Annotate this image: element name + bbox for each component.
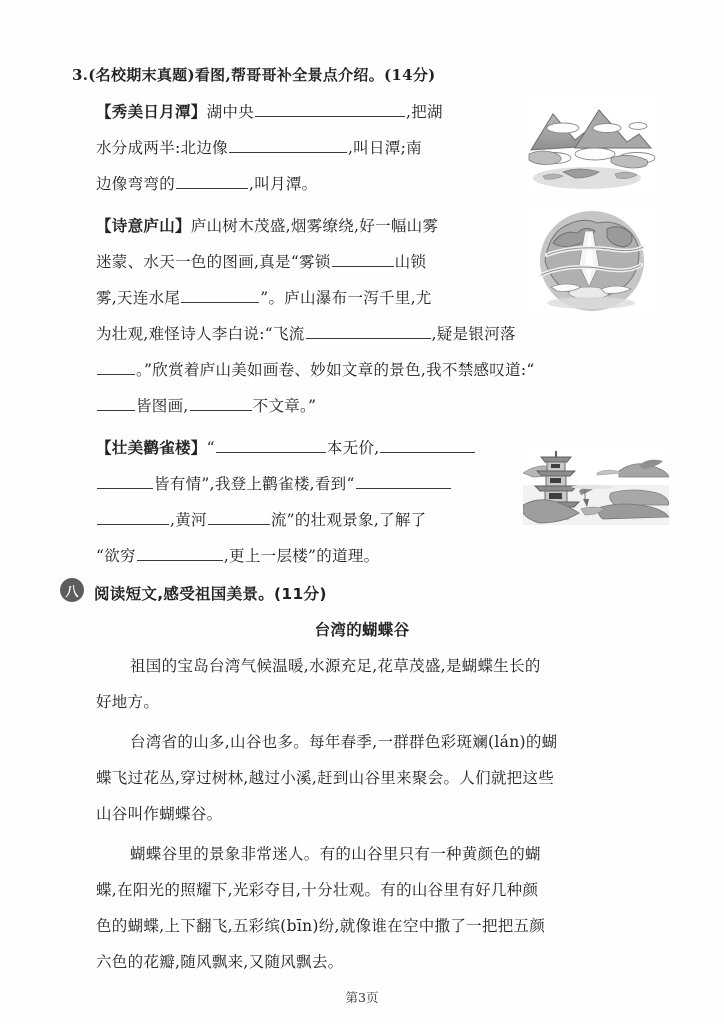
part-label-sun-moon-lake: 【秀美日月潭】 [96, 102, 207, 121]
passage-p2-line-1: 台湾省的山多,山谷也多。每年春季,一群群色彩斑斓(lán)的蝴 [130, 733, 558, 751]
answer-blank[interactable] [97, 473, 153, 489]
text-segment: 迷蒙、水天一色的图画,真是“雾锁 [96, 253, 331, 271]
part-stork-tower-line-3 [96, 508, 426, 530]
answer-blank[interactable] [229, 137, 347, 153]
answer-blank[interactable] [181, 287, 259, 303]
answer-blank[interactable] [216, 437, 326, 453]
question-3-number: 3. [72, 66, 89, 84]
text-segment: 不文章。” [252, 397, 317, 415]
part-lushan-line-4 [96, 322, 516, 344]
sun-moon-lake-illustration [523, 92, 661, 196]
article-title: 台湾的蝴蝶谷 [314, 621, 410, 639]
answer-blank[interactable] [97, 509, 169, 525]
part-label-stork-tower: 【壮美鹳雀楼】 [96, 438, 207, 457]
part-label-lushan: 【诗意庐山】 [96, 216, 191, 235]
text-segment: 山锁 [394, 253, 427, 271]
question-3-heading [72, 64, 436, 85]
text-segment: 皆有情”,我登上鹳雀楼,看到“ [154, 475, 355, 493]
part-stork-tower-line-1 [96, 436, 476, 458]
text-segment: 湖中央 [206, 103, 255, 121]
part-lushan-line-5 [96, 358, 535, 380]
text-segment: ,叫月潭。 [249, 175, 318, 193]
question-3-score: (14分) [384, 66, 436, 84]
page-footer: 第3页 [345, 990, 379, 1005]
answer-blank[interactable] [97, 359, 135, 375]
passage-p1-line-2: 好地方。 [96, 693, 160, 711]
passage-p1-line-1: 祖国的宝岛台湾气候温暖,水源充足,花草茂盛,是蝴蝶生长的 [130, 657, 541, 675]
text-segment: 皆图画, [136, 397, 189, 415]
question-8-score: (11分) [274, 585, 327, 603]
part-lushan-line-6 [96, 394, 316, 416]
text-segment: 雾,天连水尾 [96, 289, 181, 307]
part-stork-tower-line-4 [96, 544, 379, 566]
text-segment: 流”的壮观景象,了解了 [270, 511, 427, 529]
answer-blank[interactable] [208, 509, 270, 525]
answer-blank[interactable] [176, 173, 248, 189]
answer-blank[interactable] [97, 395, 135, 411]
question-8-prompt: 阅读短文,感受祖国美景。 [94, 585, 274, 603]
question-8-heading [94, 582, 327, 604]
question-3-prompt: 看图,帮哥哥补全景点介绍。 [194, 66, 384, 84]
part-sun-moon-lake-line-3 [96, 172, 317, 194]
text-segment: ,叫日潭;南 [347, 139, 422, 157]
text-segment: ,更上一层楼”的道理。 [223, 547, 380, 565]
answer-blank[interactable] [380, 437, 475, 453]
text-segment: 本无价, [326, 439, 380, 457]
passage-p2-line-2: 蝶飞过花丛,穿过树林,越过小溪,赶到山谷里来聚会。人们就把这些 [96, 769, 555, 787]
text-segment: ,把湖 [406, 103, 443, 121]
part-sun-moon-lake-line-2 [96, 136, 422, 158]
section-marker-eight: 八 [60, 578, 84, 602]
answer-blank[interactable] [306, 323, 431, 339]
text-segment: 边像弯弯的 [96, 175, 176, 193]
passage-p3-line-4: 六色的花瓣,随风飘来,又随风飘去。 [96, 953, 344, 971]
part-lushan-line-2 [96, 250, 426, 272]
text-segment: ,黄河 [170, 511, 207, 529]
answer-blank[interactable] [190, 395, 252, 411]
part-sun-moon-lake-line-1 [96, 100, 443, 122]
stork-tower-illustration [523, 443, 669, 525]
text-segment: 为壮观,难怪诗人李白说:“飞流 [96, 325, 305, 343]
text-segment: “ [206, 439, 215, 457]
answer-blank[interactable] [332, 251, 394, 267]
text-segment: 庐山树木茂盛,烟雾缭绕,好一幅山雾 [190, 217, 439, 235]
passage-p3-line-1: 蝴蝶谷里的景象非常迷人。有的山谷里只有一种黄颜色的蝴 [130, 845, 541, 863]
answer-blank[interactable] [137, 545, 223, 561]
part-stork-tower-line-2 [96, 472, 452, 494]
question-3-tag: (名校期末真题) [88, 66, 195, 84]
text-segment: 水分成两半:北边像 [96, 139, 228, 157]
answer-blank[interactable] [356, 473, 451, 489]
lushan-waterfall-illustration [523, 203, 661, 313]
passage-p2-line-3: 山谷叫作蝴蝶谷。 [96, 805, 223, 823]
passage-p3-line-3: 色的蝴蝶,上下翻飞,五彩缤(bīn)纷,就像谁在空中撒了一把把五颜 [96, 917, 546, 935]
passage-p3-line-2: 蝶,在阳光的照耀下,光彩夺目,十分壮观。有的山谷里有好几种颜 [96, 881, 539, 899]
text-segment: 。”欣赏着庐山美如画卷、妙如文章的景色,我不禁感叹道:“ [136, 361, 535, 379]
part-lushan-line-1 [96, 214, 438, 236]
text-segment: ”。庐山瀑布一泻千里,尤 [260, 289, 432, 307]
answer-blank[interactable] [255, 101, 405, 117]
text-segment: “欲穷 [96, 547, 136, 565]
part-lushan-line-3 [96, 286, 432, 308]
text-segment: ,疑是银河落 [431, 325, 516, 343]
